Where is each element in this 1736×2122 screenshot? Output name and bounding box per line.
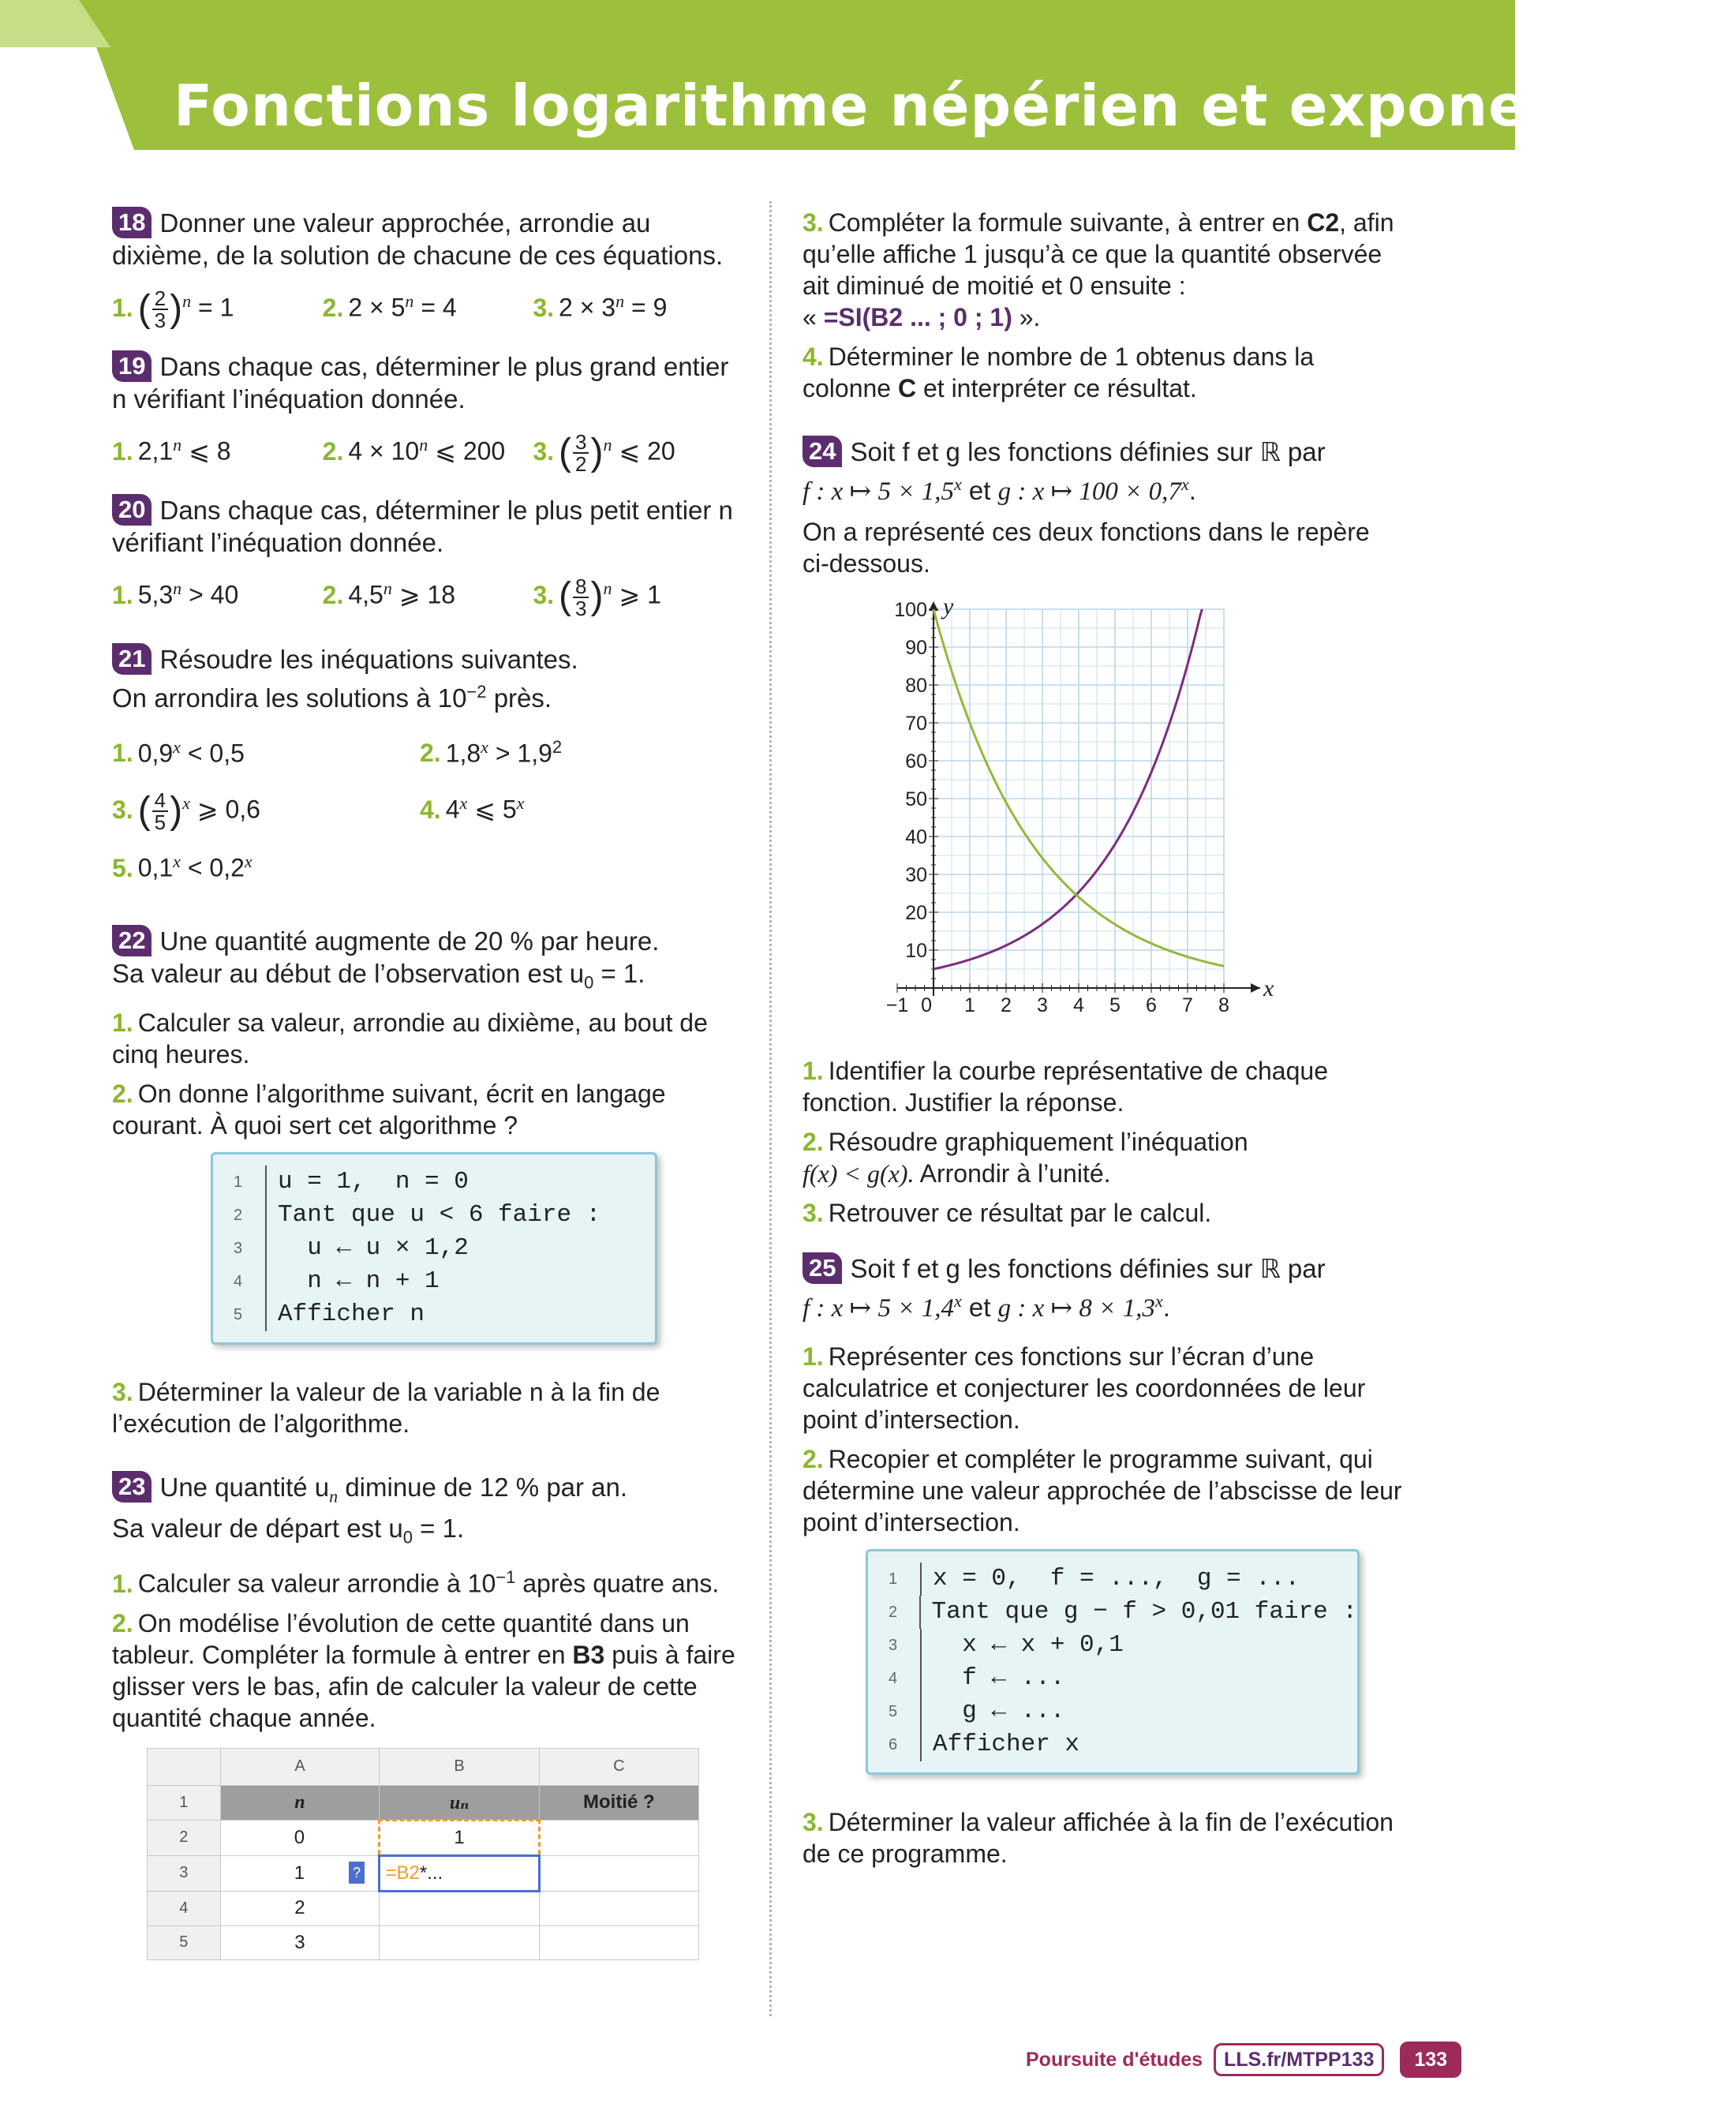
question-2: 2. Recopier et compléter le programme suivant, qui détermine une valeur approchée de l’abscisse de leur point d’intersection. <box>803 1445 1402 1536</box>
column-header-c[interactable]: C <box>539 1748 698 1785</box>
spreadsheet <box>147 1748 699 1966</box>
exercise-statement: 24 Soit f et g les fonctions définies sur ℝ par f : x ↦ $5 \times 1,5^x$ et g : x ↦ $100 \times 0,7^x$. <box>803 437 1326 506</box>
page-footer <box>1026 2040 1499 2079</box>
y-tick-label: 100 <box>894 599 927 621</box>
code-line <box>884 1596 1357 1629</box>
x-tick-label: 5 <box>1109 994 1121 1016</box>
x-tick-label: 1 <box>964 994 975 1016</box>
y-tick-label: 20 <box>905 902 927 924</box>
row-header[interactable]: 5 <box>148 1926 221 1959</box>
algorithm-box <box>211 1152 657 1345</box>
x-tick-label: 3 <box>1037 994 1048 1016</box>
exercise-statement: 21 Résoudre les inéquations suivantes. On arrondira les solutions à $10^{-2}$ près. <box>112 644 578 713</box>
statement-text: Résoudre les inéquations suivantes. <box>159 644 578 674</box>
statement-text: Donner une valeur approchée, arrondie au dixième, de la solution de chacune de ces équations. <box>112 208 724 270</box>
exercise-number: 25 <box>803 1252 842 1284</box>
help-icon[interactable]: ? <box>349 1862 365 1884</box>
question-2: 2. On donne l’algorithme suivant, écrit en langage courant. À quoi sert cet algorithme ? <box>112 1079 666 1140</box>
footer-label: Poursuite d'études <box>1026 2048 1203 2071</box>
question-3: 3. Déterminer la valeur affichée à la fin de l’exécution de ce programme. <box>803 1808 1394 1868</box>
question-grid <box>112 722 743 894</box>
code-text: n ← n + 1 <box>278 1267 440 1295</box>
code-text: Tant que u < 6 faire : <box>278 1200 601 1229</box>
cell-a1[interactable]: n <box>220 1785 380 1820</box>
footer-link[interactable]: LLS.fr/MTPP133 <box>1214 2043 1384 2076</box>
column-header-b[interactable]: B <box>380 1748 539 1785</box>
code-line <box>229 1199 655 1232</box>
page-header <box>0 0 1736 150</box>
x-axis-label: x <box>1263 975 1274 1001</box>
y-tick-label: 90 <box>905 637 927 659</box>
x-tick-label: 4 <box>1073 994 1084 1016</box>
y-tick-label: 30 <box>905 864 927 886</box>
question-5: 5. $0,1^x < 0,2^x$ <box>112 851 253 883</box>
exercise-number: 19 <box>112 350 152 382</box>
x-tick-label: −1 <box>885 994 909 1016</box>
code-line <box>884 1695 1357 1728</box>
question-3: 3. $2 \times 3^n = 9$ <box>533 291 668 322</box>
question-3: 3. ( $\frac{4}{5}$ )$^x$ ⩾ 0,6 <box>112 788 260 835</box>
question-2: 2. $1,8^x > 1,9^2$ <box>420 736 563 768</box>
left-column <box>112 207 743 1966</box>
fraction: $\frac{2}{3}$ <box>152 288 168 331</box>
row-header[interactable]: 3 <box>148 1855 221 1891</box>
exercise-18 <box>112 207 743 333</box>
cell-b1[interactable]: uₙ <box>380 1785 539 1820</box>
chart <box>842 593 1284 1035</box>
question-3: 3. Retrouver ce résultat par le calcul. <box>803 1199 1212 1227</box>
x-tick-label: 0 <box>921 994 932 1016</box>
code-text: f ← ... <box>933 1664 1065 1692</box>
exercise-21 <box>112 643 743 894</box>
cell-b5[interactable] <box>380 1926 539 1959</box>
cell-a3[interactable]: 1 <box>220 1855 380 1891</box>
y-tick-label: 70 <box>905 713 927 735</box>
question-1: 1. Calculer sa valeur, arrondie au dixième, au bout de cinq heures. <box>112 1008 708 1068</box>
statement-text: Dans chaque cas, déterminer le plus petit entier n vérifiant l’inéquation donnée. <box>112 496 733 558</box>
question-row <box>112 565 743 620</box>
code-text: x ← x + 0,1 <box>933 1631 1124 1659</box>
y-tick-label: 50 <box>905 788 927 810</box>
y-tick-label: 60 <box>905 750 927 773</box>
row-header[interactable]: 4 <box>148 1891 221 1926</box>
code-line <box>229 1232 655 1265</box>
exercise-number: 18 <box>112 207 152 238</box>
page-number: 133 <box>1400 2042 1461 2078</box>
right-column <box>803 207 1402 1869</box>
page-title: Fonctions logarithme népérien et exponentielle <box>174 73 1736 139</box>
exercise-text: On a représenté ces deux fonctions dans le repère ci-dessous. <box>803 518 1370 578</box>
row-header[interactable]: 1 <box>148 1785 221 1820</box>
code-text: x = 0, f = ..., g = ... <box>933 1565 1300 1592</box>
exercise-23-question-4: 4. Déterminer le nombre de 1 obtenus dans la colonne C et interpréter ce résultat. <box>803 342 1315 402</box>
x-tick-label: 6 <box>1146 994 1157 1016</box>
exercise-number: 21 <box>112 643 152 675</box>
corner-cell <box>148 1748 221 1785</box>
row-header[interactable]: 2 <box>148 1820 221 1855</box>
formula: =SI(B2 ... ; 0 ; 1) <box>823 303 1012 331</box>
algorithm-box <box>866 1549 1360 1775</box>
x-tick-label: 8 <box>1218 994 1229 1016</box>
question-1: 1. Identifier la courbe représentative de chaque fonction. Justifier la réponse. <box>803 1057 1328 1117</box>
question-3: 3. ( $\frac{3}{2}$ )$^n$ ⩽ 20 <box>533 430 675 477</box>
exercise-statement: 23 Une quantité $u_n$ diminue de 12 % par an. Sa valeur de départ est $u_0 = 1$. <box>112 1472 628 1548</box>
question-4: 4. 4$^x$ ⩽ 5$^x$ <box>420 793 525 824</box>
line-number: 1 <box>229 1166 267 1199</box>
question-1: 1. 0,9$^x$ < 0,5 <box>112 736 245 768</box>
question-1: 1. Calculer sa valeur arrondie à $10^{-1}$ après quatre ans. <box>112 1566 720 1598</box>
question-1: 1. Représenter ces fonctions sur l’écran d’une calculatrice et conjecturer les coordonnées de leur point d’intersection. <box>803 1342 1366 1434</box>
x-tick-label: 7 <box>1182 994 1193 1016</box>
statement-text: Une quantité augmente de 20 % par heure. <box>159 926 660 956</box>
cell-c5[interactable] <box>539 1926 698 1959</box>
cell-a5[interactable]: 3 <box>220 1926 380 1959</box>
cell-b4[interactable] <box>380 1891 539 1926</box>
cell-b2[interactable]: 1 <box>380 1820 539 1855</box>
exercise-number: 20 <box>112 494 152 526</box>
exercise-23-question-3: 3. Compléter la formule suivante, à entrer en C2, afin qu’elle affiche 1 jusqu’à ce que la quantité observée ait diminué de moitié et 0 ensuite : « =SI(B2 ... ; 0 ; 1) ». <box>803 208 1394 331</box>
cell-c3[interactable] <box>539 1855 698 1891</box>
line-number: 5 <box>884 1695 922 1728</box>
exercise-20 <box>112 494 743 620</box>
line-number: 3 <box>884 1629 922 1662</box>
x-axis-arrow <box>1251 983 1260 993</box>
exercise-statement <box>112 207 743 271</box>
graph <box>842 593 1402 1039</box>
question-row <box>112 278 743 333</box>
line-number: 2 <box>229 1199 267 1232</box>
y-tick-label: 10 <box>905 940 927 962</box>
column-divider <box>769 201 772 2016</box>
question-2: 2. 4,5$^n$ ⩾ 18 <box>322 578 456 610</box>
code-text: Tant que g − f > 0,01 faire : <box>931 1598 1357 1626</box>
exercise-statement <box>112 350 743 415</box>
question-1: 1. 5,3$^n$ > 40 <box>112 578 239 610</box>
series-line <box>933 609 1202 969</box>
code-line <box>229 1265 655 1298</box>
x-tick-label: 2 <box>1001 994 1012 1016</box>
question-3: 3. ( $\frac{8}{3}$ )$^n$ ⩾ 1 <box>533 574 661 620</box>
line-number: 1 <box>884 1562 922 1596</box>
exercise-number: 22 <box>112 925 152 956</box>
line-number: 4 <box>884 1662 922 1695</box>
code-text: g ← ... <box>933 1697 1065 1725</box>
code-text: u ← u × 1,2 <box>278 1233 469 1262</box>
question-row <box>112 421 743 477</box>
code-text: u = 1, n = 0 <box>278 1167 469 1196</box>
question-2: 2. $4 \times 10^n$ ⩽ 200 <box>322 435 506 466</box>
exercise-22 <box>112 925 743 1439</box>
code-line <box>229 1166 655 1199</box>
exercise-number: 23 <box>112 1471 152 1503</box>
exercise-24 <box>803 436 1402 1229</box>
exercise-statement: 25 Soit f et g les fonctions définies sur ℝ par f : x ↦ $5 \times 1,4^x$ et g : x ↦ $8 \times 1,3^x$. <box>803 1254 1326 1323</box>
exercise-statement <box>112 494 743 559</box>
code-line <box>884 1728 1357 1761</box>
y-tick-label: 80 <box>905 675 927 697</box>
line-number: 4 <box>229 1265 267 1298</box>
question-1: 1. 2,1$^n$ ⩽ 8 <box>112 435 231 466</box>
cell-c1[interactable]: Moitié ? <box>539 1785 698 1820</box>
cell-a4[interactable]: 2 <box>220 1891 380 1926</box>
code-text: Afficher n <box>278 1300 425 1328</box>
question-2: 2. On modélise l’évolution de cette quantité dans un tableur. Compléter la formule à entrer en B3 puis à faire glisser vers le bas, afin de calculer la valeur de cette quantité chaque année. <box>112 1608 735 1732</box>
cell-b3[interactable]: =B2*... <box>380 1855 539 1891</box>
question-2: 2. Résoudre graphiquement l’inéquation f(x) < g(x). Arrondir à l’unité. <box>803 1128 1248 1188</box>
code-line <box>884 1562 1357 1596</box>
exercise-statement: 22 Une quantité augmente de 20 % par heure. Sa valeur au début de l’observation est $u_0 = 1$. <box>112 926 660 993</box>
line-number: 2 <box>884 1596 921 1629</box>
line-number: 6 <box>884 1728 922 1761</box>
y-axis-label: y <box>943 593 954 619</box>
code-line <box>884 1662 1357 1695</box>
statement-text: Dans chaque cas, déterminer le plus grand entier n vérifiant l’inéquation donnée. <box>112 352 729 414</box>
line-number: 5 <box>229 1298 267 1331</box>
code-line <box>884 1629 1357 1662</box>
code-text: Afficher x <box>933 1731 1080 1758</box>
exercise-25 <box>803 1252 1402 1869</box>
y-tick-label: 40 <box>905 826 927 848</box>
cell-c4[interactable] <box>539 1891 698 1926</box>
column-header-a[interactable]: A <box>220 1748 380 1785</box>
question-3: 3. Déterminer la valeur de la variable n à la fin de l’exécution de l’algorithme. <box>112 1377 660 1438</box>
question-1: 1. ( $\frac{2}{3}$ )$^n$ = 1 <box>112 286 234 333</box>
exercise-19 <box>112 350 743 477</box>
exercise-number: 24 <box>803 436 842 467</box>
exercise-23 <box>112 1471 743 1966</box>
cell-a2[interactable]: 0 <box>220 1820 380 1855</box>
cell-c2[interactable] <box>539 1820 698 1855</box>
line-number: 3 <box>229 1232 267 1265</box>
question-2: 2. $2 \times 5^n = 4$ <box>322 291 457 322</box>
code-line <box>229 1298 655 1331</box>
